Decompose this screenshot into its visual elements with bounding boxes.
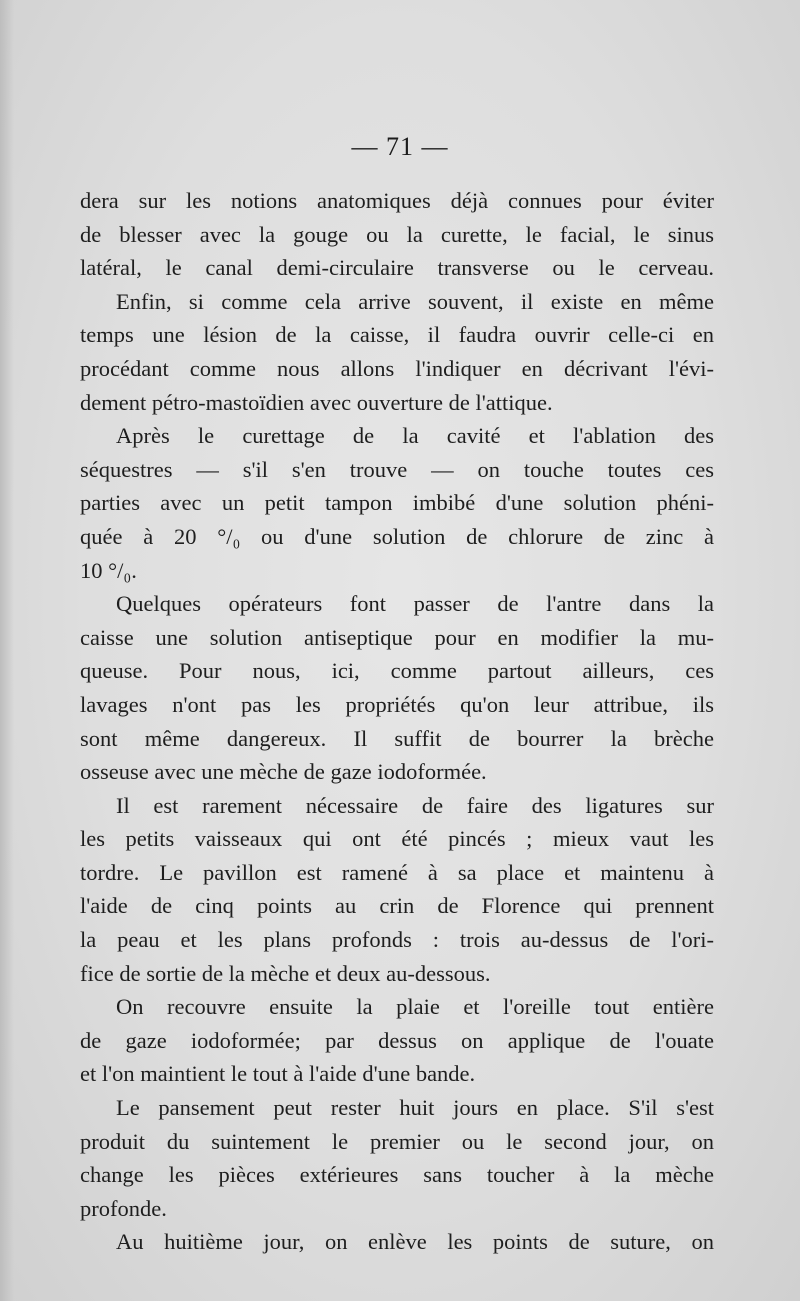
page-number: — 71 —	[351, 132, 449, 161]
text-line: queuse. Pour nous, ici, comme partout ailleurs, ces	[80, 658, 714, 684]
text-line: et l'on maintient le tout à l'aide d'une bande.	[80, 1061, 476, 1087]
text-line: dement pétro-mastoïdien avec ouverture de l'attique.	[80, 389, 553, 415]
text-line: On recouvre ensuite la plaie et l'oreille tout entière	[116, 994, 714, 1020]
text-line: la peau et les plans profonds : trois au-dessus de l'ori-	[80, 927, 714, 953]
text-line: latéral, le canal demi-circulaire transverse ou le cerveau.	[80, 255, 714, 281]
text-line: osseuse avec une mèche de gaze iodoformée.	[80, 759, 487, 785]
text-line: les petits vaisseaux qui ont été pincés ; mieux vaut les	[80, 826, 714, 852]
text-line: caisse une solution antiseptique pour en modifier la mu-	[80, 624, 714, 650]
text-line: sont même dangereux. Il suffit de bourrer la brèche	[80, 725, 714, 751]
text-line: parties avec un petit tampon imbibé d'une solution phéni-	[80, 490, 714, 516]
text-line: Après le curettage de la cavité et l'ablation des	[116, 423, 714, 449]
text-line: fice de sortie de la mèche et deux au-dessous.	[80, 960, 491, 986]
text-line: temps une lésion de la caisse, il faudra ouvrir celle-ci en	[80, 322, 714, 348]
text-line: séquestres — s'il s'en trouve — on touche toutes ces	[80, 456, 714, 482]
text-line: Enfin, si comme cela arrive souvent, il existe en même	[116, 288, 714, 314]
text-line: quée à 20 °/₀ ou d'une solution de chlorure de zinc à	[80, 523, 714, 549]
text-line: 10 °/₀.	[80, 557, 137, 583]
text-line: de gaze iodoformée; par dessus on applique de l'ouate	[80, 1027, 714, 1053]
text-line: Quelques opérateurs font passer de l'antre dans la	[116, 591, 714, 617]
text-line: de blesser avec la gouge ou la curette, le facial, le sinus	[80, 221, 714, 247]
text-line: procédant comme nous allons l'indiquer en décrivant l'évi-	[80, 355, 714, 381]
body-text	[80, 184, 714, 1259]
text-line: change les pièces extérieures sans toucher à la mèche	[80, 1162, 714, 1188]
text-line: profonde.	[80, 1195, 167, 1221]
text-line: l'aide de cinq points au crin de Florence qui prennent	[80, 893, 714, 919]
text-line: produit du suintement le premier ou le second jour, on	[80, 1128, 714, 1154]
text-line: Au huitième jour, on enlève les points de suture, on	[116, 1229, 714, 1255]
text-line: Le pansement peut rester huit jours en place. S'il s'est	[116, 1095, 714, 1121]
text-line: dera sur les notions anatomiques déjà connues pour éviter	[80, 188, 714, 213]
text-line: lavages n'ont pas les propriétés qu'on leur attribue, ils	[80, 691, 714, 717]
text-line: Il est rarement nécessaire de faire des ligatures sur	[116, 792, 714, 818]
text-line: tordre. Le pavillon est ramené à sa place et maintenu à	[80, 859, 714, 885]
page-edge-shadow	[0, 0, 14, 1301]
